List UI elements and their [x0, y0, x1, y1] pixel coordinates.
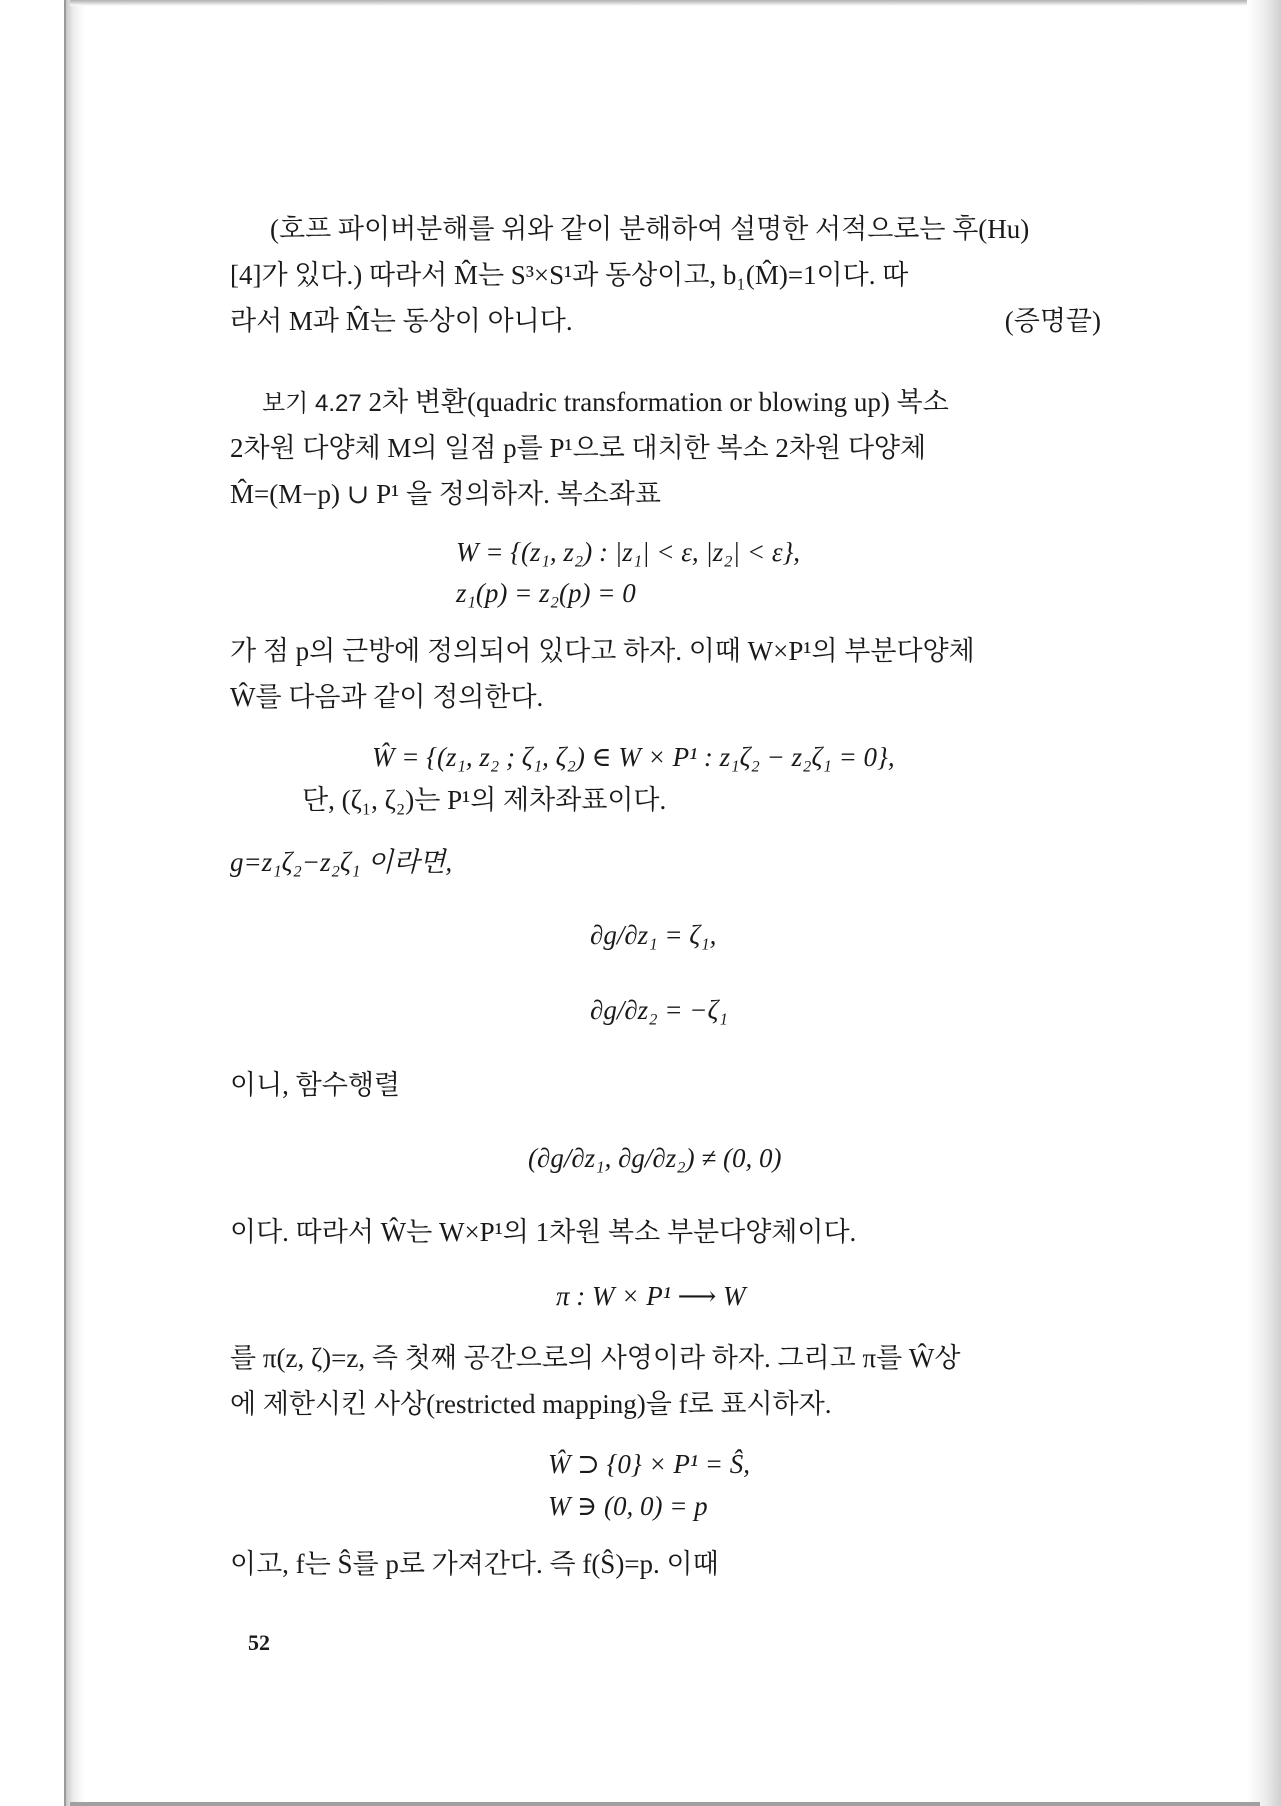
partial-derivative-1: ∂g/∂z₁ = ζ₁, — [590, 920, 717, 950]
paragraph-5-line-1: 를 π(z, ζ)=z, 즉 첫째 공간으로의 사영이라 하자. 그리고 π를 Ŵ상 — [230, 1343, 961, 1373]
paragraph-5-line-2: 에 제한시킨 사상(restricted mapping)을 f로 표시하자. — [230, 1389, 832, 1419]
page-right-edge — [1247, 0, 1281, 1806]
formula-w-hat-note: 단, (ζ₁, ζ₂)는 P¹의 제차좌표이다. — [302, 785, 667, 815]
page-top-edge — [70, 0, 1250, 6]
paragraph-1-line-3: 라서 M과 M̂는 동상이 아니다. — [230, 306, 573, 336]
qed-mark: (증명끝) — [1004, 306, 1101, 336]
paragraph-1-line-2: [4]가 있다.) 따라서 M̂는 S³×S¹과 동상이고, b₁(M̂)=1이다. 따 — [230, 260, 909, 290]
formula-s-hat-1: Ŵ ⊃ {0} × P¹ = Ŝ, — [548, 1449, 750, 1479]
partial-derivative-2: ∂g/∂z₂ = −ζ₁ — [590, 995, 728, 1025]
jacobian-intro: 이니, 함수행렬 — [230, 1070, 400, 1100]
formula-s-hat-2: W ∋ (0, 0) = p — [548, 1491, 708, 1521]
formula-w-line-2: z₁(p) = z₂(p) = 0 — [456, 578, 636, 608]
paragraph-3-line-1: 가 점 p의 근방에 정의되어 있다고 하자. 이때 W×P¹의 부분다양체 — [230, 636, 975, 666]
paragraph-2-line-2: 2차원 다양체 M의 일점 p를 P¹으로 대치한 복소 2차원 다양체 — [230, 433, 927, 463]
paragraph-2-line-3: M̂=(M−p) ∪ P¹ 을 정의하자. 복소좌표 — [230, 479, 661, 509]
paragraph-2-line-1 — [262, 381, 1142, 425]
paragraph-3-line-2: Ŵ를 다음과 같이 정의한다. — [230, 682, 544, 712]
page-left-edge — [64, 0, 84, 1806]
paragraph-1-line-1: (호프 파이버분해를 위와 같이 분해하여 설명한 서적으로는 후(Hu) — [270, 214, 1030, 244]
g-definition: g=z₁ζ₂−z₂ζ₁ 이라면, — [230, 847, 453, 877]
formula-w-line-1: W = {(z₁, z₂) : |z₁| < ε, |z₂| < ε}, — [456, 537, 801, 567]
projection-formula: π : W × P¹ ⟶ W — [556, 1281, 746, 1311]
example-label: 보기 4.27 — [262, 390, 362, 417]
page-number: 52 — [248, 1630, 270, 1655]
jacobian-formula: (∂g/∂z₁, ∂g/∂z₂) ≠ (0, 0) — [528, 1143, 782, 1173]
paragraph-6: 이고, f는 Ŝ를 p로 가져간다. 즉 f(Ŝ)=p. 이때 — [230, 1549, 719, 1579]
formula-w-hat: Ŵ = {(z₁, z₂ ; ζ₁, ζ₂) ∈ W × P¹ : z₁ζ₂ − z₂ζ₁ = 0}, — [372, 742, 895, 772]
page-bottom-edge — [70, 1802, 1260, 1806]
paragraph-4: 이다. 따라서 Ŵ는 W×P¹의 1차원 복소 부분다양체이다. — [230, 1217, 857, 1247]
example-title: 2차 변환(quadric transformation or blowing up) 복소 — [368, 387, 949, 417]
